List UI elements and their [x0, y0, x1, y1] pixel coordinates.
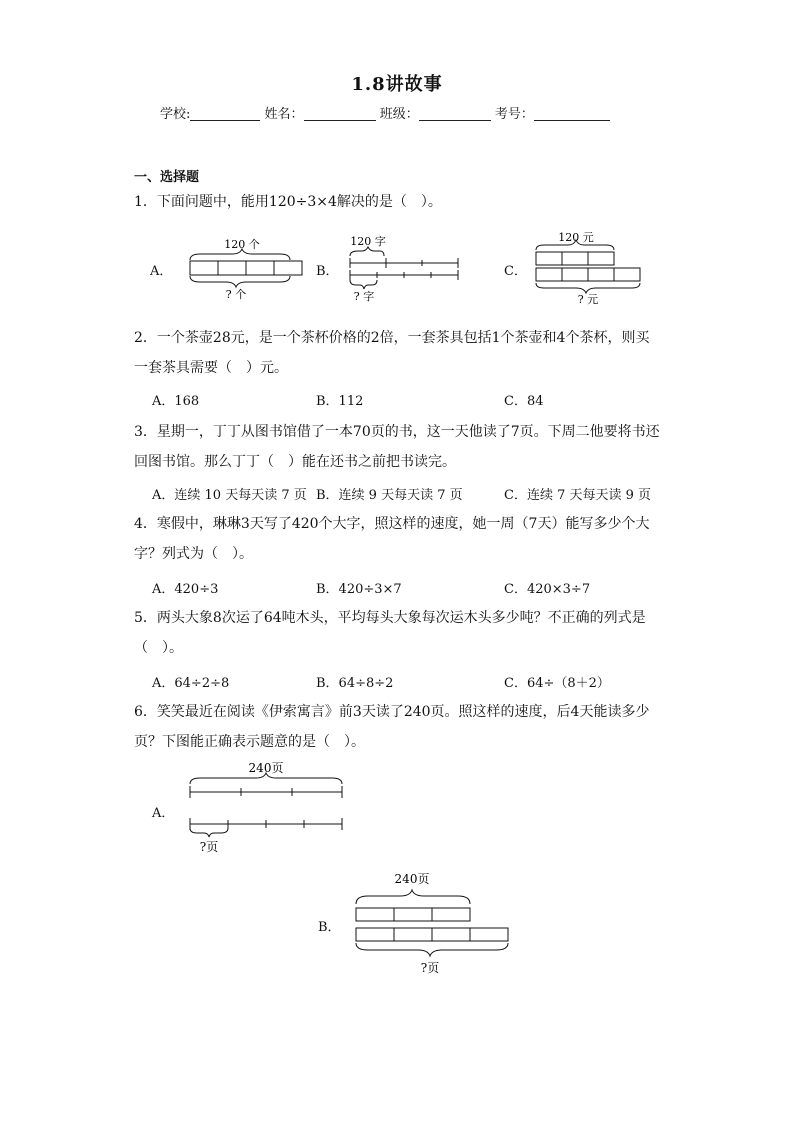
q1-option-a-label[interactable]: A． [150, 264, 173, 279]
q6-a-top-label: 240页 [248, 761, 284, 775]
q1-option-c-diagram [530, 228, 650, 306]
q1-a-top-label: 120 个 [224, 238, 260, 251]
q3-option-c[interactable]: C．连续 7 天每天读 9 页 [504, 488, 652, 503]
class-blank[interactable] [419, 106, 491, 121]
q1-b-top-label: 120 字 [350, 235, 386, 248]
top-bar [536, 252, 614, 265]
exam-number-label: 考号： [494, 107, 534, 122]
q1-option-b-diagram [340, 230, 470, 305]
q6-option-a-diagram [182, 758, 352, 858]
top-bar [356, 908, 470, 921]
q1-option-b-label[interactable]: B． [316, 264, 339, 279]
q4-option-a[interactable]: A．420÷3 [152, 582, 219, 597]
q5-option-c[interactable]: C．64÷（8＋2） [504, 676, 610, 691]
q1-c-top-label: 120 元 [558, 231, 594, 244]
q3-option-b[interactable]: B．连续 9 天每天读 7 页 [316, 488, 463, 503]
brace-bottom [190, 828, 228, 837]
q1-option-c-label[interactable]: C． [504, 264, 527, 279]
school-blank[interactable] [190, 106, 260, 121]
question-6-line-2: 页？下图能正确表示题意的是（ ）。 [134, 734, 365, 750]
question-1-stem: 1．下面问题中，能用120÷3×4解决的是（ ）。 [134, 194, 442, 210]
q5-option-b[interactable]: B．64÷8÷2 [316, 676, 394, 691]
q6-option-b-diagram [348, 868, 518, 978]
question-3-line-1: 3．星期一，丁丁从图书馆借了一本70页的书，这一天他读了7页。下周二他要将书还 [134, 424, 660, 440]
q2-option-b[interactable]: B．112 [316, 394, 364, 409]
question-2-line-1: 2．一个茶壶28元，是一个茶杯价格的2倍，一套茶具包括1个茶壶和4个茶杯，则买 [134, 330, 650, 346]
brace-bottom [350, 280, 377, 289]
q6-option-a-label[interactable]: A． [152, 806, 175, 821]
q4-option-c[interactable]: C．420×3÷7 [504, 582, 591, 597]
q6-b-bottom-label: ?页 [420, 961, 440, 975]
question-4-line-1: 4．寒假中，琳琳3天写了420个大字，照这样的速度，她一周（7天）能写多少个大 [134, 516, 650, 532]
question-5-line-2: （ ）。 [134, 640, 183, 656]
brace-top [350, 247, 384, 256]
name-label: 姓名： [264, 107, 304, 122]
question-3-line-2: 回图书馆。那么丁丁（ ）能在还书之前把书读完。 [134, 454, 456, 470]
q6-a-bottom-label: ?页 [199, 840, 219, 854]
brace-top [536, 240, 614, 250]
q5-option-a[interactable]: A．64÷2÷8 [152, 676, 230, 691]
page-title: 1.8讲故事 [351, 74, 443, 95]
question-2-line-2: 一套茶具需要（ ）元。 [134, 360, 288, 376]
q1-c-bottom-label: ? 元 [577, 293, 599, 306]
school-label: 学校: [160, 107, 191, 122]
q1-option-a-diagram [180, 228, 310, 303]
q2-option-a[interactable]: A．168 [152, 394, 200, 409]
q6-b-top-label: 240页 [394, 872, 430, 886]
q3-option-a[interactable]: A．连续 10 天每天读 7 页 [152, 488, 307, 503]
q4-option-b[interactable]: B．420÷3×7 [316, 582, 402, 597]
question-6-line-1: 6．笑笑最近在阅读《伊索寓言》前3天读了240页。照这样的速度，后4天能读多少 [134, 704, 650, 720]
brace-bottom [356, 943, 508, 956]
q1-b-bottom-label: ? 字 [353, 290, 375, 303]
student-info-line [160, 103, 610, 122]
q6-option-b-label[interactable]: B． [318, 920, 341, 935]
q2-option-c[interactable]: C．84 [504, 394, 544, 409]
class-label: 班级： [379, 107, 419, 122]
q1-a-bottom-label: ? 个 [225, 288, 247, 301]
brace-bottom [536, 283, 640, 293]
question-4-line-2: 字？列式为（ ）。 [134, 546, 253, 562]
name-blank[interactable] [304, 106, 376, 121]
brace-top [356, 890, 470, 904]
brace-bottom [190, 276, 290, 287]
section-heading: 一、选择题 [134, 170, 200, 185]
exam-number-blank[interactable] [534, 106, 610, 121]
question-5-line-1: 5．两头大象8次运了64吨木头，平均每头大象每次运木头多少吨？不正确的列式是 [134, 610, 646, 626]
